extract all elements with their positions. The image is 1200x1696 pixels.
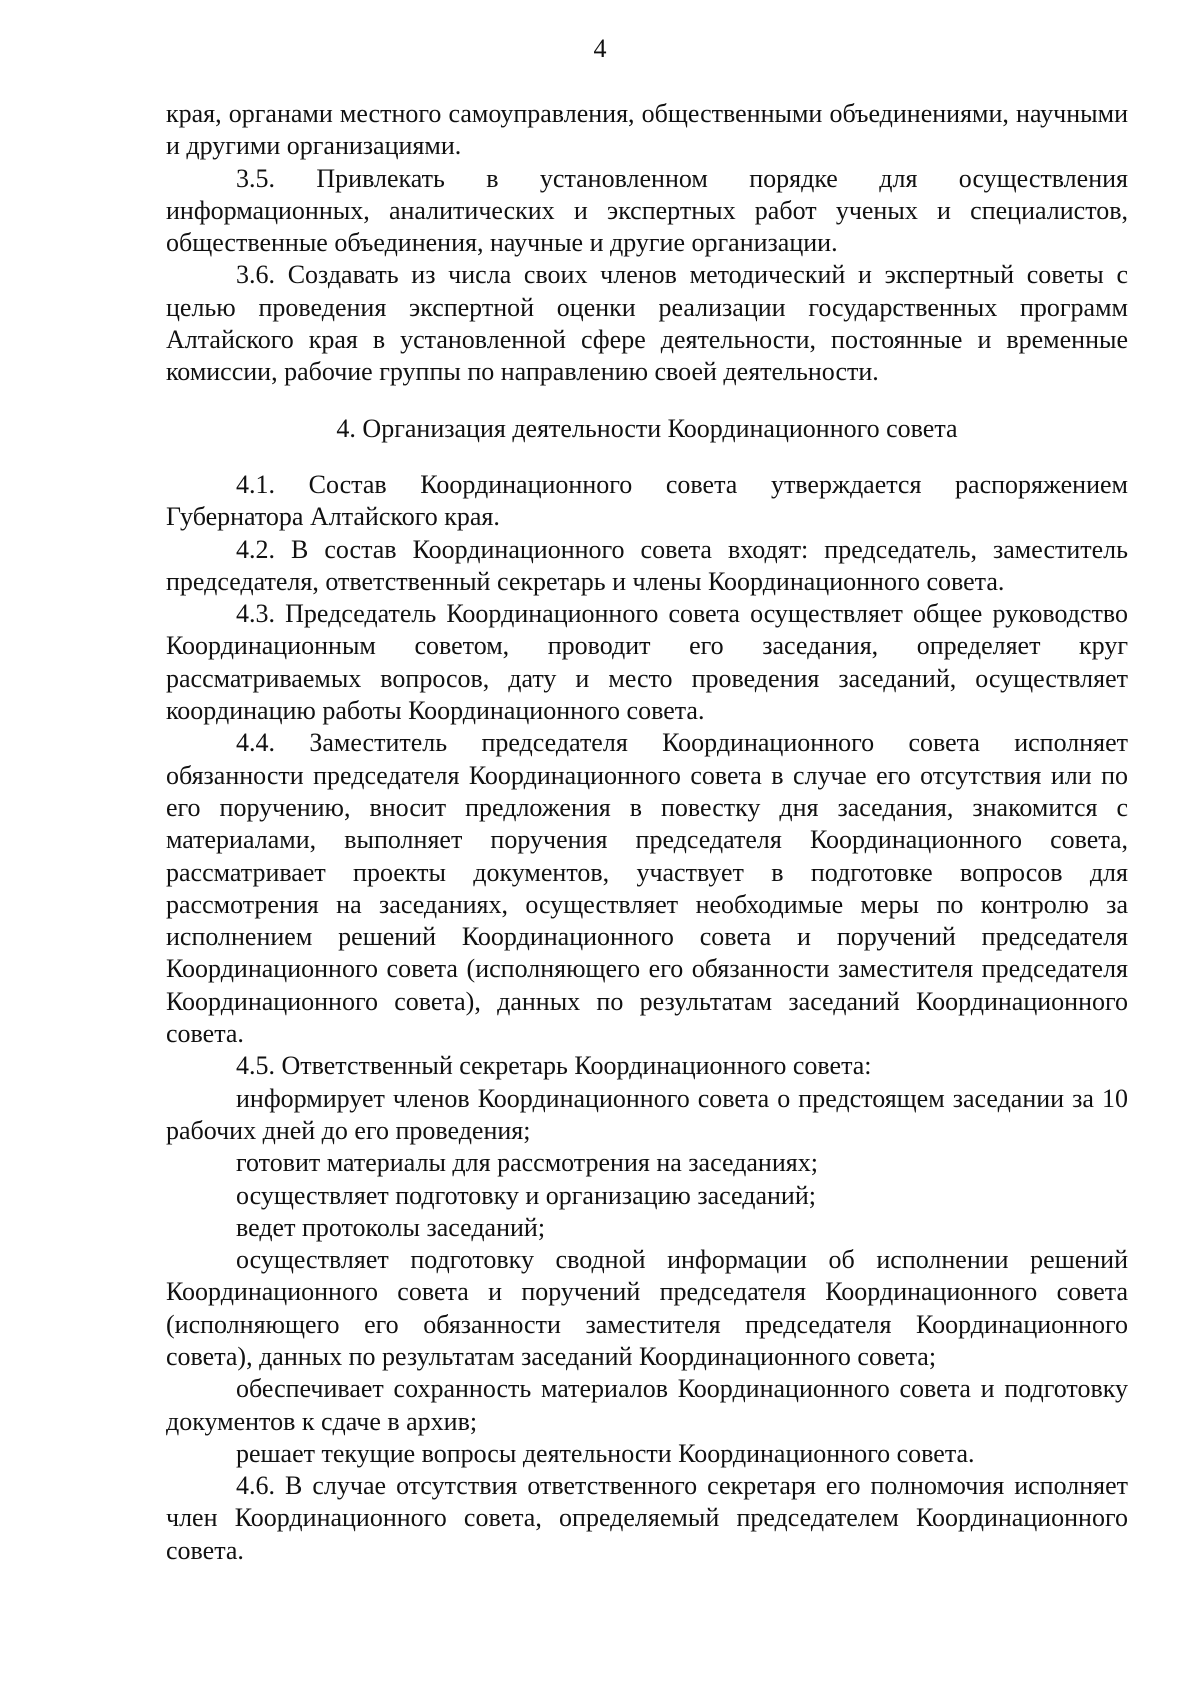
duty-item: обеспечивает сохранность материалов Координационного совета и подготовку документов к сдаче в архив; <box>166 1374 1128 1436</box>
duty-item: ведет протоколы заседаний; <box>236 1212 546 1242</box>
paragraph-3-5: 3.5. Привлекать в установленном порядке для осуществления информационных, аналитических и экспертных работ ученых и специалистов, общественные объединения, научные и другие организации. <box>166 163 1128 258</box>
page-number: 4 <box>593 34 607 63</box>
document-body <box>166 98 1128 1567</box>
duty-item: готовит материалы для рассмотрения на заседаниях; <box>236 1148 818 1178</box>
duty-item: решает текущие вопросы деятельности Координационного совета. <box>236 1438 975 1468</box>
paragraph-4-3: 4.3. Председатель Координационного совета осуществляет общее руководство Координационным советом, проводит его заседания, определяет круг рассматриваемых вопросов, дату и место проведения заседаний, осуществляет координацию работы Координационного совета. <box>166 599 1128 726</box>
paragraph-4-2: 4.2. В состав Координационного совета входят: председатель, заместитель председателя, ответственный секретарь и члены Координационного совета. <box>166 534 1128 596</box>
duty-item: осуществляет подготовку и организацию заседаний; <box>236 1180 816 1210</box>
paragraph-4-6: 4.6. В случае отсутствия ответственного секретаря его полномочия исполняет член Координационного совета, определяемый председателем Координационного совета. <box>166 1471 1128 1565</box>
paragraph-continuation: края, органами местного самоуправления, общественными объединениями, научными и другими организациями. <box>166 99 1128 161</box>
section-heading: 4. Организация деятельности Координационного совета <box>336 413 958 443</box>
paragraph-3-6: 3.6. Создавать из числа своих членов методический и экспертный советы с целью проведения экспертной оценки реализации государственных программ Алтайского края в установленной сфере деятельности, постоянные и временные комиссии, рабочие группы по направлению своей деятельности. <box>166 260 1128 387</box>
duty-item: информирует членов Координационного совета о предстоящем заседании за 10 рабочих дней до его проведения; <box>166 1083 1128 1145</box>
paragraph-4-5: 4.5. Ответственный секретарь Координационного совета: <box>236 1051 872 1081</box>
paragraph-4-1: 4.1. Состав Координационного совета утверждается распоряжением Губернатора Алтайского края. <box>166 469 1128 532</box>
paragraph-4-4: 4.4. Заместитель председателя Координационного совета исполняет обязанности председателя Координационного совета в случае его отсутствия или по его поручению, вносит предложения в повестку дня заседания, знакомится с материалами, выполняет поручения председателя Координационного совета, рассматривает проекты документов, участвует в подготовке вопросов для рассмотрения на заседаниях, осуществляет необходимые меры по контролю за исполнением решений Координационного совета и поручений председателя Координационного совета (исполняющего его обязанности заместителя председателя Координационного совета), данных по результатам заседаний Координационного совета. <box>166 728 1128 1049</box>
duty-item: осуществляет подготовку сводной информации об исполнении решений Координационного совета и поручений председателя Координационного совета (исполняющего его обязанности заместителя председателя Координационного совета), данных по результатам заседаний Координационного совета; <box>166 1245 1128 1371</box>
